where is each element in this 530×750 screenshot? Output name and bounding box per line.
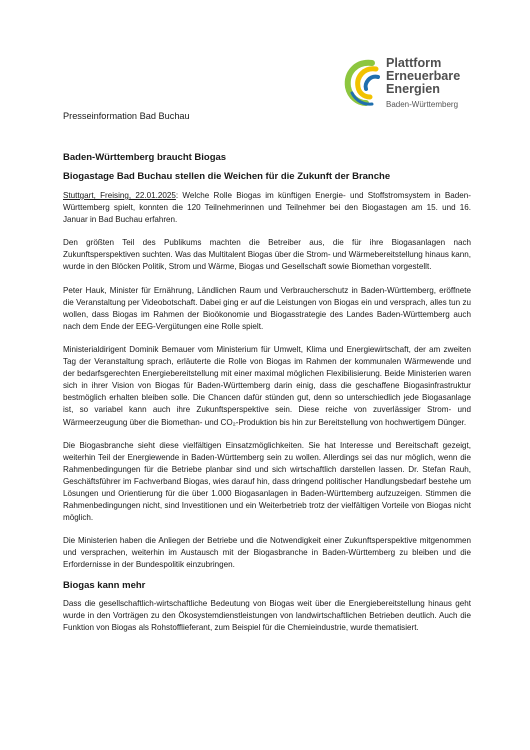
plattform-logo bbox=[342, 57, 502, 119]
paragraph-4: Ministerialdirigent Dominik Bemauer vom Ministerium für Umwelt, Klima und Energiewirtschaft, der am zweiten Tag der Veranstaltung sprach, erläuterte die Rolle von Biogas im Rahmen der kommunalen Wärmewende und der bedarfsgerechten Energiebereitstellung mit einer maximal möglichen Flexibilisierung. Beide Ministerien waren sich in ihrer Vision von Biogas für Baden-Württemberg darin einig, dass die geschaffene Biogasinfrastruktur bestmöglich erhalten bleiben solle. Die Chancen dafür stünden gut, denn so unterschiedlich jede Biogasanlage ist, so variabel kann auch ihre Zukunftsperspektive sein. Diese reiche von zuverlässiger Strom- und Wärmeerzeugung über die Biomethan- und CO₂-Produktion bis hin zur Bereitstellung von hochwertigem Dünger. bbox=[63, 344, 471, 427]
logo-swirl-icon bbox=[342, 57, 386, 109]
logo-subtitle: Baden-Württemberg bbox=[386, 100, 459, 109]
intro-paragraph bbox=[63, 190, 471, 226]
logo-wordmark bbox=[386, 57, 460, 96]
paragraph-7: Dass die gesellschaftlich-wirtschaftliche Bedeutung von Biogas weit über die Energiebereitstellung hinaus geht wurde in den Vorträgen zu den Ökosystemdienstleistungen von landwirtschaftlichen Betrieben deutlich. Auch die Funktion von Biogas als Rohstofflieferant, zum Beispiel für die Chemieindustrie, wurde thematisiert. bbox=[63, 598, 471, 632]
article-body bbox=[63, 190, 471, 645]
main-title: Baden-Württemberg braucht Biogas bbox=[63, 152, 227, 163]
press-header-label: Presseinformation Bad Buchau bbox=[63, 111, 190, 121]
logo-line-3: Energien bbox=[386, 82, 440, 96]
paragraph-6: Die Ministerien haben die Anliegen der Betriebe und die Notwendigkeit einer Zukunftsperspektive mitgenommen und versprachen, weiterhin im Austausch mit der Biogasbranche in Baden-Württemberg zu bleiben und die Erfordernisse in der Bundespolitik einzubringen. bbox=[63, 536, 471, 570]
logo-line-1: Plattform bbox=[386, 56, 442, 70]
sub-title: Biogastage Bad Buchau stellen die Weichen für die Zukunft der Branche bbox=[63, 171, 391, 182]
intro-text: : Welche Rolle Biogas im künftigen Energie- und Stoffstromsystem in Baden-Württemberg spielt, konnten die 120 Teilnehmerinnen und Teilnehmer bei den Biogastagen am 15. und 16. Januar in Bad Buchau erfahren. bbox=[63, 191, 471, 225]
paragraph-2: Den größten Teil des Publikums machten die Betreiber aus, die für ihre Biogasanlagen nach Zukunftsperspektiven suchten. Was das Multitalent Biogas über die Strom- und Wärmebereitstellung hinaus kann, wurde in den Blöcken Politik, Strom und Wärme, Biogas und Gesellschaft sowie Biomethan vorgestellt. bbox=[63, 238, 471, 272]
paragraph-3: Peter Hauk, Minister für Ernährung, Ländlichen Raum und Verbraucherschutz in Baden-Württemberg, eröffnete die Veranstaltung per Videobotschaft. Dabei ging er auf die Leistungen von Biogas ein und versprach, alles tun zu wollen, dass Biogas im Rahmen der Bioökonomie und Biogasstrategie des Landes Baden-Württemberg auch nach dem Ende der EEG-Vergütungen eine Rolle spielt. bbox=[63, 285, 471, 331]
paragraph-5: Die Biogasbranche sieht diese vielfältigen Einsatzmöglichkeiten. Sie hat Interesse und Bereitschaft gezeigt, weiterhin Teil der Energiewende in Baden-Württemberg sein zu wollen. Allerdings sei das nur möglich, wenn die Rahmenbedingungen für die Betriebe planbar sind und sich wirtschaftlich darstellen lassen. Dr. Stefan Rauh, Geschäftsführer im Fachverband Biogas, wies darauf hin, dass dringend politischer Handlungsbedarf bestehe um Lösungen und Orientierung für die über 1.000 Biogasanlagen in Baden-Württemberg aufzuzeigen. Stimmen die Rahmenbedingungen nicht, sind Investitionen und ein Weiterbetrieb trotz der vielfältigen Vorteile von Biogas nicht möglich. bbox=[63, 440, 471, 523]
logo-line-2: Erneuerbare bbox=[386, 69, 461, 83]
section-heading: Biogas kann mehr bbox=[63, 579, 146, 591]
dateline: Stuttgart, Freising, 22.01.2025 bbox=[63, 191, 176, 200]
